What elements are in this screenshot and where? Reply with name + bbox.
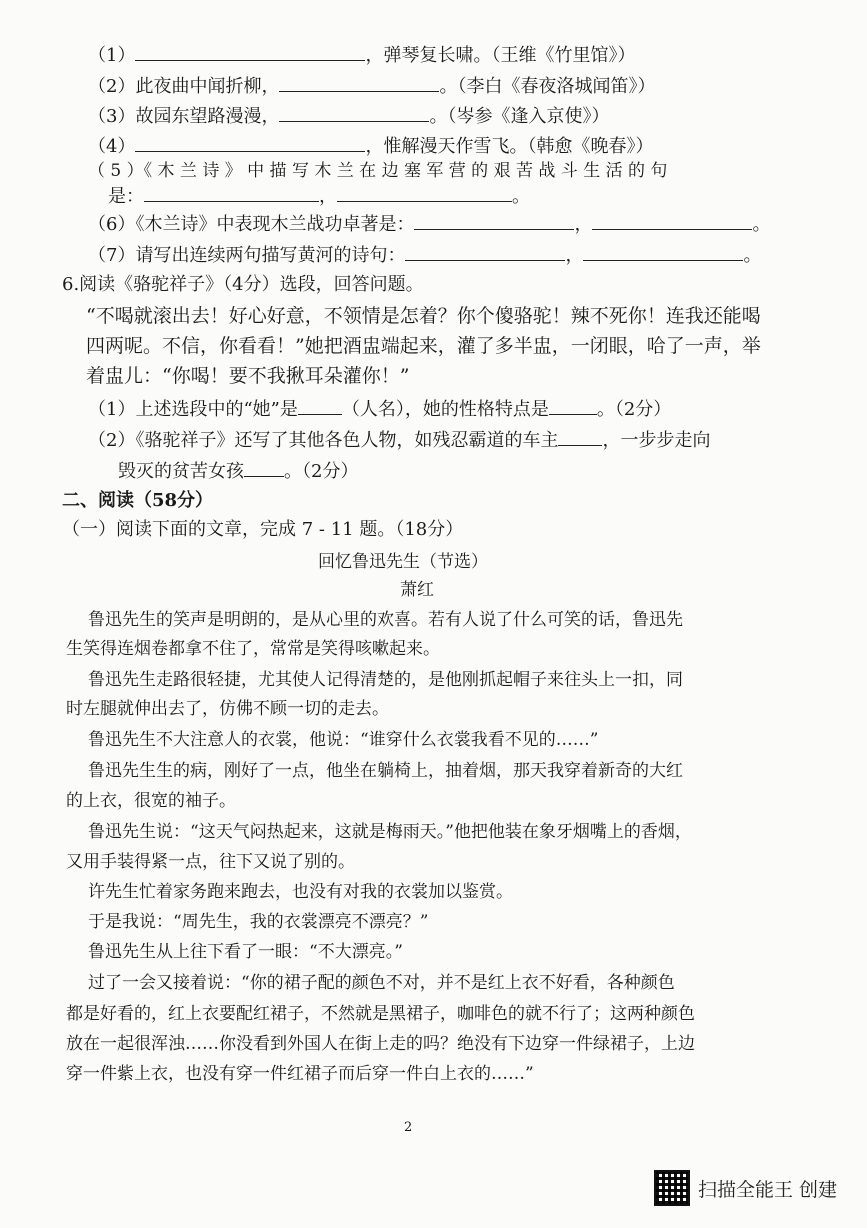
article-line: 鲁迅先生生的病，刚好了一点，他坐在躺椅上，抽着烟，那天我穿着新奇的大红 (88, 761, 683, 781)
answer-blank[interactable] (337, 183, 512, 202)
article-line: 于是我说：“周先生，我的衣裳漂亮不漂亮？” (88, 912, 429, 932)
answer-blank[interactable] (279, 73, 439, 92)
poem-q1: （1） ，弹琴复长啸。（王维《竹里馆》） (88, 42, 635, 68)
answer-blank[interactable] (583, 242, 743, 261)
question-6-1: （1）上述选段中的“她”是 （人名），她的性格特点是 。（2分） (88, 396, 671, 422)
page-number: 2 (404, 1120, 413, 1135)
answer-blank[interactable] (558, 427, 602, 446)
poem-q7: （7）请写出连续两句描写黄河的诗句： ， 。 (88, 242, 761, 268)
excerpt-line: 着盅儿：“你喝！要不我揪耳朵灌你！” (86, 365, 410, 387)
article-line: 生笑得连烟卷都拿不住了，常常是笑得咳嗽起来。 (66, 639, 440, 659)
qr-code-icon (654, 1170, 690, 1206)
section-subheading: （一）阅读下面的文章，完成 7 - 11 题。（18分） (62, 519, 464, 540)
answer-blank[interactable] (244, 458, 284, 477)
poem-q2: （2）此夜曲中闻折柳， 。（李白《春夜洛城闻笛》） (88, 73, 655, 99)
article-line: 的上衣，很宽的袖子。 (66, 791, 236, 811)
article-line: 时左腿就伸出去了，仿佛不顾一切的走去。 (66, 699, 389, 719)
section-heading: 二、阅读（58分） (62, 490, 214, 511)
article-title: 回忆鲁迅先生（节选） (318, 552, 488, 572)
article-line: 鲁迅先生从上往下看了一眼：“不大漂亮。” (88, 942, 403, 962)
article-line: 过了一会又接着说：“你的裙子配的颜色不对，并不是红上衣不好看，各种颜色 (88, 973, 675, 993)
article-line: 鲁迅先生的笑声是明朗的，是从心里的欢喜。若有人说了什么可笑的话，鲁迅先 (88, 610, 683, 630)
scanner-watermark (654, 1170, 837, 1206)
article-author: 萧红 (400, 580, 434, 600)
article-line: 鲁迅先生不大注意人的衣裳，他说：“谁穿什么衣裳我看不见的……” (88, 730, 599, 750)
article-line: 都是好看的，红上衣要配红裙子，不然就是黑裙子，咖啡色的就不行了；这两种颜色 (66, 1004, 695, 1024)
article-line: 放在一起很浑浊……你没看到外国人在街上走的吗？绝没有下边穿一件绿裙子，上边 (66, 1034, 695, 1054)
answer-blank[interactable] (279, 103, 429, 122)
question-6-heading: 6.阅读《骆驼祥子》（4分）选段，回答问题。 (62, 274, 424, 295)
article-line: 穿一件紫上衣，也没有穿一件红裙子而后穿一件白上衣的……” (66, 1064, 534, 1084)
answer-blank[interactable] (414, 211, 574, 230)
watermark-text: 扫描全能王 创建 (698, 1178, 838, 1201)
answer-blank[interactable] (592, 211, 752, 230)
poem-q3: （3）故园东望路漫漫， 。（岑参《逢入京使》） (88, 103, 609, 129)
answer-blank[interactable] (405, 242, 565, 261)
article-line: 许先生忙着家务跑来跑去，也没有对我的衣裳加以鉴赏。 (88, 882, 513, 902)
poem-q4: （4） ，惟解漫天作雪飞。（韩愈《晚春》） (88, 133, 653, 159)
answer-blank[interactable] (298, 396, 342, 415)
article-line: 又用手装得紧一点，往下又说了别的。 (66, 852, 355, 872)
poem-q6: （6）《木兰诗》中表现木兰战功卓著是： ， 。 (88, 211, 770, 237)
excerpt-line: 四两呢。不信，你看看！”她把酒盅端起来，灌了多半盅，一闭眼，哈了一声，举 (86, 335, 761, 357)
answer-blank[interactable] (549, 396, 597, 415)
answer-blank[interactable] (135, 133, 365, 152)
answer-blank[interactable] (144, 183, 319, 202)
poem-q5-line2: 是： ， 。 (108, 183, 530, 209)
question-6-2: （2）《骆驼祥子》还写了其他各色人物，如残忍霸道的车主 ，一步步走向 (88, 427, 710, 453)
excerpt-line: “不喝就滚出去！好心好意，不领情是怎着？你个傻骆驼！辣不死你！连我还能喝 (86, 305, 761, 327)
article-line: 鲁迅先生说：“这天气闷热起来，这就是梅雨天。”他把他装在象牙烟嘴上的香烟， (88, 822, 692, 842)
question-6-2-cont: 毁灭的贫苦女孩 。（2分） (118, 458, 358, 484)
answer-blank[interactable] (135, 42, 365, 61)
article-line: 鲁迅先生走路很轻捷，尤其使人记得清楚的，是他刚抓起帽子来往头上一扣，同 (88, 670, 683, 690)
poem-q5-line1: （ 5 ）《 木 兰 诗 》 中 描 写 木 兰 在 边 塞 军 营 的 艰 苦 战 斗 生 活 的 句 (88, 161, 668, 181)
